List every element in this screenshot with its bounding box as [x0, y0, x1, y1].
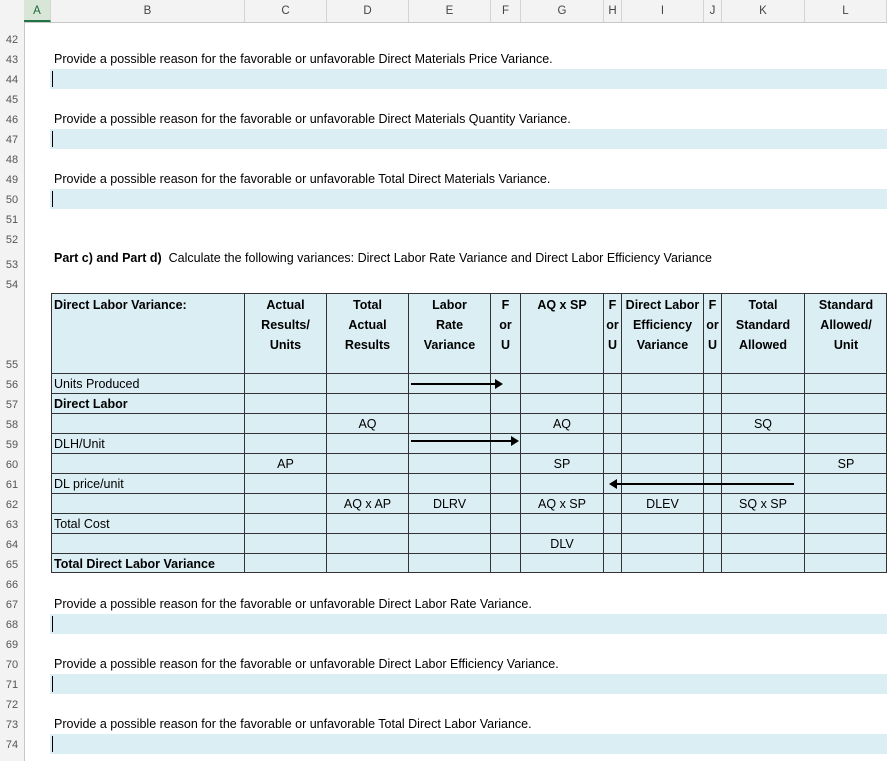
row-header[interactable]: 42 [5, 34, 19, 46]
row-header[interactable]: 43 [5, 54, 19, 66]
header-line: U [707, 338, 718, 352]
header-labor-rate-variance [409, 295, 490, 355]
header-total-actual-results [327, 295, 408, 355]
row-label-total-direct-labor-variance[interactable]: Total Direct Labor Variance [54, 557, 215, 571]
header-line: Labor [432, 298, 467, 312]
row-header[interactable]: 58 [5, 419, 19, 431]
row-header[interactable]: 56 [5, 379, 19, 391]
row-header[interactable]: 45 [5, 94, 19, 106]
header-line: F [708, 298, 717, 312]
cell-g64[interactable]: DLV [550, 537, 574, 551]
row-header[interactable]: 57 [5, 399, 19, 411]
row-header[interactable]: 54 [5, 279, 19, 291]
row-label-dlh-unit[interactable]: DLH/Unit [54, 437, 105, 451]
text-cursor [52, 131, 53, 147]
header-standard-allowed-unit [805, 295, 887, 355]
cell-g60[interactable]: SP [553, 457, 571, 471]
grid-line [51, 373, 887, 374]
answer-cell-dm-price[interactable] [50, 69, 887, 89]
column-header-g[interactable]: G [521, 0, 604, 22]
grid-line [51, 473, 887, 474]
cell-c60[interactable]: AP [277, 457, 294, 471]
header-line: U [500, 338, 511, 352]
row-header[interactable]: 64 [5, 539, 19, 551]
text-cursor [52, 71, 53, 87]
header-f-or-u-efficiency [704, 295, 721, 355]
header-f-or-u-mid [604, 295, 621, 355]
column-header-b[interactable]: B [51, 0, 245, 22]
column-header-l[interactable]: L [805, 0, 887, 22]
row-header[interactable]: 72 [5, 699, 19, 711]
header-total-standard-allowed [722, 295, 804, 355]
header-line: F [501, 298, 510, 312]
header-line: or [606, 318, 619, 332]
answer-cell-dm-total[interactable] [50, 189, 887, 209]
cell-g58[interactable]: AQ [552, 417, 572, 431]
grid-line [51, 453, 887, 454]
row-label-units-produced[interactable]: Units Produced [54, 377, 140, 391]
arrow-right-units-produced[interactable] [411, 383, 501, 385]
text-cursor [52, 676, 53, 692]
header-line: Variance [423, 338, 476, 352]
row-header[interactable]: 60 [5, 459, 19, 471]
prompt-dl-rate: Provide a possible reason for the favorable or unfavorable Direct Labor Rate Variance. [54, 597, 532, 611]
row-header[interactable]: 61 [5, 479, 19, 491]
row-header[interactable]: 48 [5, 154, 19, 166]
header-line: Unit [833, 338, 859, 352]
part-label: Part c) and Part d) [54, 251, 162, 265]
row-header[interactable]: 59 [5, 439, 19, 451]
row-header[interactable]: 44 [5, 74, 19, 86]
row-label-direct-labor[interactable]: Direct Labor [54, 397, 128, 411]
cell-d58[interactable]: AQ [358, 417, 377, 431]
part-text: Calculate the following variances: Direct Labor Rate Variance and Direct Labor Efficiency Variance [168, 251, 712, 265]
column-header-j[interactable]: J [704, 0, 722, 22]
header-actual-results-units [245, 295, 326, 355]
column-header-k[interactable]: K [722, 0, 805, 22]
row-header[interactable]: 63 [5, 519, 19, 531]
grid-line [51, 393, 887, 394]
answer-cell-dl-rate[interactable] [50, 614, 887, 634]
cell-k58[interactable]: SQ [753, 417, 773, 431]
cell-i62[interactable]: DLEV [646, 497, 679, 511]
header-line: or [706, 318, 719, 332]
header-line: F [608, 298, 617, 312]
column-header-c[interactable]: C [245, 0, 327, 22]
row-header[interactable]: 50 [5, 194, 19, 206]
grid-line [51, 533, 887, 534]
header-line: Total [748, 298, 778, 312]
text-cursor [52, 191, 53, 207]
cell-l60[interactable]: SP [837, 457, 855, 471]
column-header-a[interactable]: A [24, 0, 51, 22]
select-all-corner[interactable] [0, 0, 25, 22]
row-header[interactable]: 62 [5, 499, 19, 511]
row-header[interactable]: 52 [5, 234, 19, 246]
row-header[interactable]: 74 [5, 739, 19, 751]
row-header[interactable]: 51 [5, 214, 19, 226]
header-line: Direct Labor [625, 298, 700, 312]
row-header[interactable]: 49 [5, 174, 19, 186]
row-header[interactable]: 46 [5, 114, 19, 126]
row-header[interactable]: 53 [5, 259, 19, 271]
row-header[interactable]: 55 [5, 359, 19, 371]
column-header-f[interactable]: F [491, 0, 521, 22]
header-line: Actual [266, 298, 305, 312]
row-header[interactable]: 73 [5, 719, 19, 731]
arrow-left-dl-price-unit[interactable] [611, 483, 794, 485]
cell-g62[interactable]: AQ x SP [538, 497, 586, 511]
row-header[interactable]: 67 [5, 599, 19, 611]
header-direct-labor-efficiency-variance [622, 295, 703, 355]
column-header-d[interactable]: D [327, 0, 409, 22]
row-header[interactable]: 69 [5, 639, 19, 651]
row-header[interactable]: 47 [5, 134, 19, 146]
cell-k62[interactable]: SQ x SP [739, 497, 787, 511]
header-line: Efficiency [632, 318, 693, 332]
text-cursor [52, 736, 53, 752]
row-header[interactable]: 68 [5, 619, 19, 631]
header-line: Allowed/ [820, 318, 872, 332]
header-line: Allowed [739, 338, 787, 352]
column-header-i[interactable]: I [622, 0, 704, 22]
header-f-or-u-rate [491, 295, 520, 355]
prompt-dm-quantity: Provide a possible reason for the favorable or unfavorable Direct Materials Quantity Variance. [54, 112, 571, 126]
header-line: or [499, 318, 512, 332]
row-header[interactable]: 65 [5, 559, 19, 571]
table-title: Direct Labor Variance: [54, 298, 187, 312]
header-line: Total [353, 298, 382, 312]
answer-cell-dm-quantity[interactable] [50, 129, 887, 149]
header-line: Results [344, 338, 391, 352]
cell-e62[interactable]: DLRV [432, 497, 467, 511]
header-line: Units [269, 338, 302, 352]
row-label-total-cost[interactable]: Total Cost [54, 517, 110, 531]
column-header-h[interactable]: H [604, 0, 622, 22]
text-cursor [52, 616, 53, 632]
arrow-right-dlh-unit[interactable] [411, 440, 517, 442]
header-line: Rate [435, 318, 464, 332]
cell-d62[interactable]: AQ x AP [343, 497, 392, 511]
header-line: Variance [636, 338, 689, 352]
row-header[interactable]: 71 [5, 679, 19, 691]
header-line: U [607, 338, 618, 352]
header-line: Standard [818, 298, 874, 312]
part-cd-heading [54, 251, 712, 265]
prompt-dl-efficiency: Provide a possible reason for the favorable or unfavorable Direct Labor Efficiency Variance. [54, 657, 559, 671]
column-header-e[interactable]: E [409, 0, 491, 22]
header-line: AQ x SP [537, 298, 587, 312]
header-line: Actual [348, 318, 387, 332]
row-header[interactable]: 66 [5, 579, 19, 591]
row-label-dl-price-unit[interactable]: DL price/unit [54, 477, 124, 491]
header-line: Standard [735, 318, 791, 332]
header-aq-x-sp [521, 295, 603, 315]
answer-cell-dl-total[interactable] [50, 734, 887, 754]
row-header[interactable]: 70 [5, 659, 19, 671]
header-line: Results/ [261, 318, 310, 332]
prompt-dl-total: Provide a possible reason for the favorable or unfavorable Total Direct Labor Variance. [54, 717, 532, 731]
column-header-bar [0, 0, 887, 23]
prompt-dm-total: Provide a possible reason for the favorable or unfavorable Total Direct Materials Variance. [54, 172, 551, 186]
answer-cell-dl-efficiency[interactable] [50, 674, 887, 694]
prompt-dm-price: Provide a possible reason for the favorable or unfavorable Direct Materials Price Variance. [54, 52, 553, 66]
